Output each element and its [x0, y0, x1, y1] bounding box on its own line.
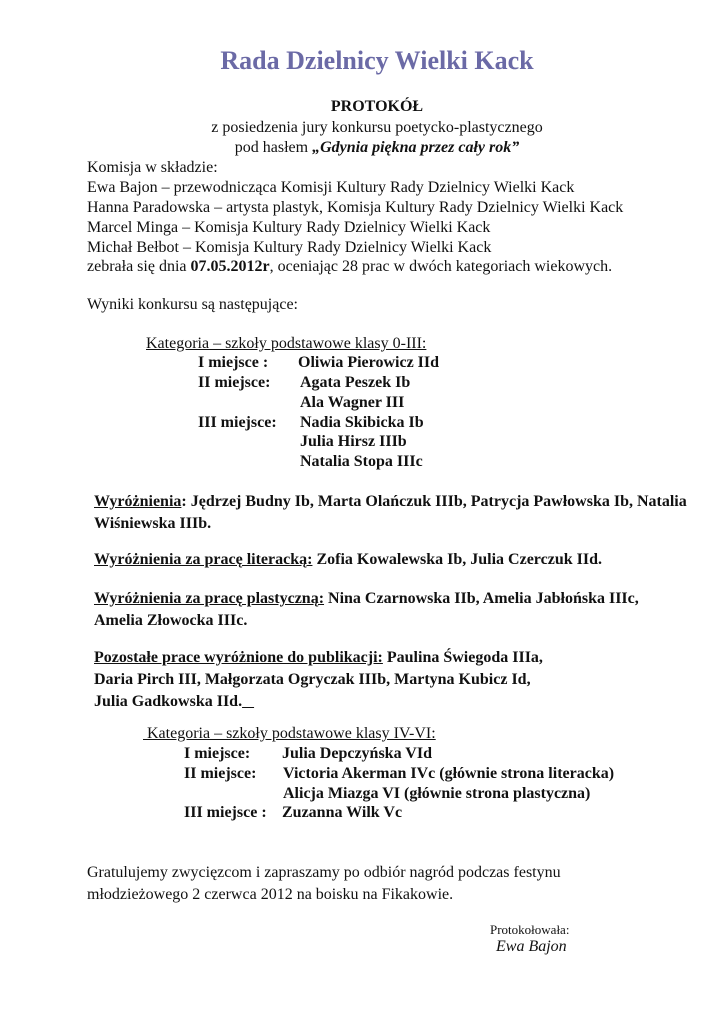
category1-second-winner: Ala Wagner III — [300, 394, 405, 411]
distinctions-art-label: Wyróżnienia za pracę plastyczną: — [94, 590, 325, 607]
category1-second-label: II miejsce: — [198, 374, 271, 391]
category1-second-winner: Agata Peszek Ib — [300, 374, 411, 391]
category1-first-winner: Oliwia Pierowicz IId — [298, 354, 440, 371]
distinctions-general — [94, 491, 694, 535]
signature-label: Protokołowała: — [490, 922, 570, 937]
meeting-line — [87, 258, 612, 276]
category1-third-winner: Natalia Stopa IIIc — [300, 453, 423, 470]
committee-member: Michał Bełbot – Komisja Kultury Rady Dzielnicy Wielki Kack — [87, 239, 492, 256]
category2-second-label: II miejsce: — [184, 765, 257, 782]
distinctions-publication-line2: Daria Pirch III, Małgorzata Ogryczak IIIb, Martyna Kubicz Id, — [94, 671, 531, 688]
category1-first-label: I miejsce : — [198, 354, 269, 371]
meeting-date: 07.05.2012r — [190, 258, 270, 275]
category1-title: Kategoria – szkoły podstawowe klasy 0-III: — [146, 335, 427, 352]
distinctions-literary — [94, 549, 694, 571]
committee-member: Marcel Minga – Komisja Kultury Rady Dzielnicy Wielki Kack — [87, 219, 491, 236]
category1-third-label: III miejsce: — [198, 414, 277, 431]
meeting-suffix: , oceniając 28 prac w dwóch kategoriach wiekowych. — [269, 258, 613, 275]
distinctions-literary-text: Zofia Kowalewska Ib, Julia Czerczuk IId. — [312, 551, 602, 568]
distinctions-general-label: Wyróżnienia — [94, 493, 182, 510]
closing-paragraph: Gratulujemy zwycięzcom i zapraszamy po odbiór nagród podczas festynu młodzieżowego 2 czerwca 2012 na boisku na Fikakowie. — [87, 864, 561, 903]
committee-member: Hanna Paradowska – artysta plastyk, Komisja Kultury Rady Dzielnicy Wielki Kack — [87, 199, 624, 216]
document-title: Rada Dzielnicy Wielki Kack — [220, 46, 534, 75]
distinctions-publication-line1: Paulina Świegoda IIIa, — [382, 649, 543, 666]
category2-first-winner: Julia Depczyńska VId — [282, 745, 432, 762]
distinctions-art — [94, 588, 684, 632]
category2-third-label: III miejsce : — [184, 804, 267, 821]
category1-third-winner: Julia Hirsz IIIb — [300, 433, 407, 450]
protocol-motto-line — [0, 139, 724, 157]
protocol-subtitle: z posiedzenia jury konkursu poetycko-plastycznego — [211, 119, 543, 136]
distinctions-publication-label: Pozostałe prace wyróżnione do publikacji: — [94, 649, 383, 666]
distinctions-publication-trailing — [242, 693, 254, 710]
category2-third-winner: Zuzanna Wilk Vc — [282, 804, 403, 821]
category2-second-winner: Victoria Akerman IVc (głównie strona literacka) — [283, 765, 615, 782]
distinctions-literary-label: Wyróżnienia za pracę literacką: — [94, 551, 313, 568]
distinctions-art-text: Nina Czarnowska IIb, Amelia Jabłońska IIIc, Amelia Złowocka IIIc. — [94, 590, 639, 629]
distinctions-general-text: : Jędrzej Budny Ib, Marta Olańczuk IIIb, Patrycja Pawłowska Ib, Natalia Wiśniewska IIIb. — [94, 493, 687, 532]
motto-prefix: pod hasłem — [234, 139, 313, 156]
category1-third-winner: Nadia Skibicka Ib — [300, 414, 424, 431]
category2-first-label: I miejsce: — [184, 745, 251, 762]
committee-member: Ewa Bajon – przewodnicząca Komisji Kultury Rady Dzielnicy Wielki Kack — [87, 179, 575, 196]
category2-second-winner: Alicja Miazga VI (głównie strona plastyczna) — [283, 785, 591, 802]
meeting-prefix: zebrała się dnia — [87, 258, 191, 275]
protocol-heading: PROTOKÓŁ — [330, 98, 424, 115]
category2-title: Kategoria – szkoły podstawowe klasy IV-VI: — [143, 725, 436, 742]
distinctions-publication — [94, 647, 694, 713]
motto: „Gdynia piękna przez cały rok” — [312, 139, 520, 156]
signature-name: Ewa Bajon — [496, 938, 567, 955]
results-intro: Wyniki konkursu są następujące: — [87, 296, 298, 313]
distinctions-publication-line3: Julia Gadkowska IId. — [94, 693, 243, 710]
committee-intro: Komisja w składzie: — [87, 159, 218, 176]
